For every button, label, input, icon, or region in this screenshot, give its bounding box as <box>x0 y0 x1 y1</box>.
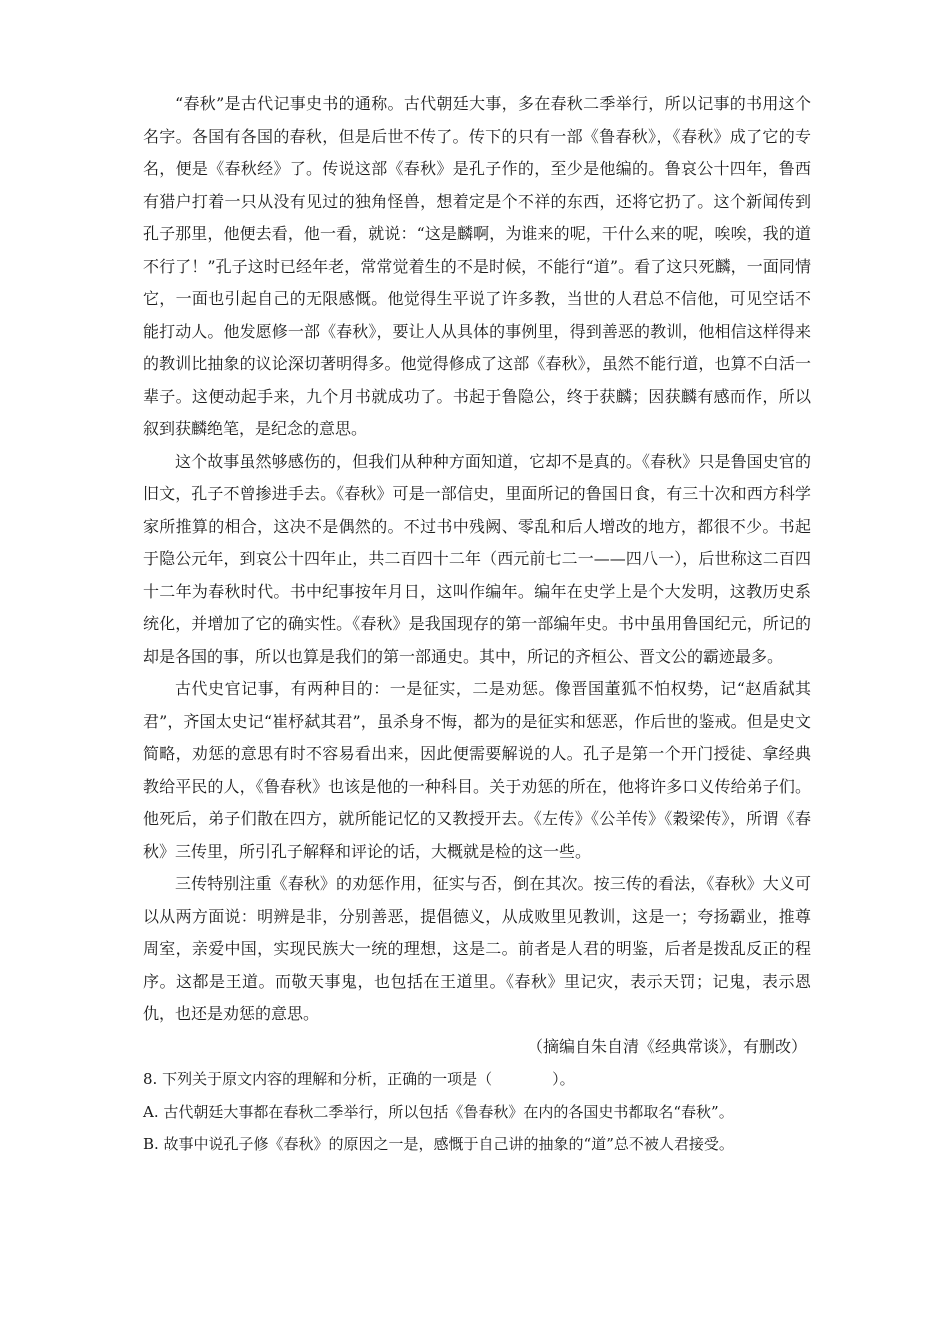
article-paragraph-4: 三传特别注重《春秋》的劝惩作用，征实与否，倒在其次。按三传的看法，《春秋》大义可以从两方面说：明辨是非，分别善恶，提倡德义，从成败里见教训，这是一；夸扬霸业，推尊周室，亲爱中国，实现民族大一统的理想，这是二。前者是人君的明鉴，后者是拨乱反正的程序。这都是王道。而敬天事鬼，也包括在王道里。《春秋》里记灾，表示天罚；记鬼，表示恩仇，也还是劝惩的意思。 <box>143 874 811 1023</box>
article-paragraph-3: 古代史官记事，有两种目的：一是征实，二是劝惩。像晋国董狐不怕权势，记“赵盾弑其君”，齐国太史记“崔杼弑其君”，虽杀身不悔，都为的是征实和惩恶，作后世的鉴戒。但是史文简略，劝惩的意思有时不容易看出来，因此便需要解说的人。孔子是第一个开门授徒、拿经典教给平民的人，《鲁春秋》也该是他的一种科目。关于劝惩的所在，他将许多口义传给弟子们。他死后，弟子们散在四方，就所能记忆的又教授开去。《左传》《公羊传》《穀梁传》，所谓《春秋》三传里，所引孔子解释和评论的话，大概就是检的这一些。 <box>143 679 811 861</box>
article-paragraph-2: 这个故事虽然够感伤的，但我们从种种方面知道，它却不是真的。《春秋》只是鲁国史官的旧文，孔子不曾掺进手去。《春秋》可是一部信史，里面所记的鲁国日食，有三十次和西方科学家所推算的相合，这决不是偶然的。不过书中残阙、零乱和后人增改的地方，都很不少。书起于隐公元年，到哀公十四年止，共二百四十二年（西元前七二一——四八一），后世称这二百四十二年为春秋时代。书中纪事按年月日，这叫作编年。编年在史学上是个大发明，这教历史系统化，并增加了它的确实性。《春秋》是我国现存的第一部编年史。书中虽用鲁国纪元，所记的却是各国的事，所以也算是我们的第一部通史。其中，所记的齐桓公、晋文公的霸迹最多。 <box>143 451 811 666</box>
document-page <box>143 88 811 1161</box>
article-paragraph-1: “春秋”是古代记事史书的通称。古代朝廷大事，多在春秋二季举行，所以记事的书用这个名字。各国有各国的春秋，但是后世不传了。传下的只有一部《鲁春秋》，《春秋》成了它的专名，便是《春秋经》了。传说这部《春秋》是孔子作的，至少是他编的。鲁哀公十四年，鲁西有猎户打着一只从没有见过的独角怪兽，想着定是个不祥的东西，还将它扔了。这个新闻传到孔子那里，他便去看，他一看，就说：“这是麟啊，为谁来的呢，干什么来的呢，唉唉，我的道不行了！”孔子这时已经年老，常常觉着生的不是时候，不能行“道”。看了这只死麟，一面同情它，一面也引起自己的无限感慨。他觉得生平说了许多教，当世的人君总不信他，可见空话不能打动人。他发愿修一部《春秋》，要让人从具体的事例里，得到善恶的教训，他相信这样得来的教训比抽象的议论深切著明得多。他觉得修成了这部《春秋》，虽然不能行道，也算不白活一辈子。这便动起手来，九个月书就成功了。书起于鲁隐公，终于获麟；因获麟有感而作，所以叙到获麟绝笔，是纪念的意思。 <box>143 94 811 438</box>
question-stem: 8. 下列关于原文内容的理解和分析，正确的一项是（ ）。 <box>143 1070 575 1088</box>
option-b: B. 故事中说孔子修《春秋》的原因之一是，感慨于自己讲的抽象的“道”总不被人君接受。 <box>143 1135 734 1153</box>
article-source: （摘编自朱自清《经典常谈》，有删改） <box>526 1036 807 1056</box>
option-a: A. 古代朝廷大事都在春秋二季举行，所以包括《鲁春秋》在内的各国史书都取名“春秋”。 <box>143 1102 734 1121</box>
